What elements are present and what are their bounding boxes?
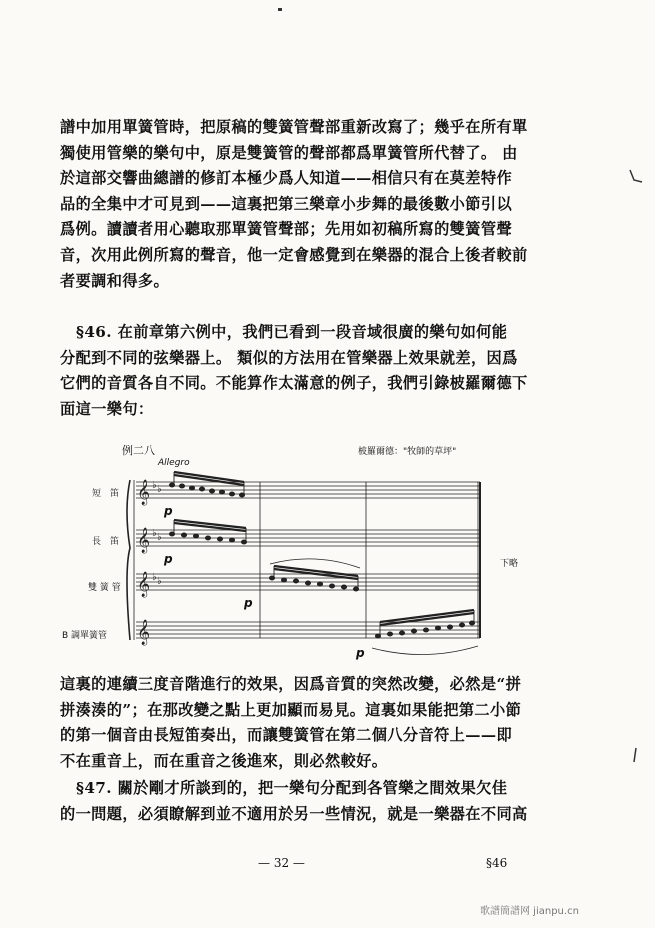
text-line: 譜中加用單簧管時，把原稿的雙簧管聲部重新改寫了；幾乎在所有單 [60, 118, 528, 136]
svg-text:♭: ♭ [157, 576, 162, 587]
section-reference: §46 [486, 856, 508, 870]
instrument-label-oboe: 雙 簧 管 [88, 583, 121, 593]
text-line: 音，次用此例所寫的聲音，他一定會感覺到在樂器的混合上後者較前 [60, 245, 528, 264]
text-line: 品的全集中才可見到——這裏把第三樂章小步舞的最後數小節引以 [60, 194, 513, 213]
dynamic-marking: p [356, 646, 365, 660]
svg-text:𝄞: 𝄞 [137, 572, 151, 597]
section-46 [60, 320, 538, 422]
text-line: 它們的音質各自不同。不能算作太滿意的例子，我們引錄柀羅爾德下 [60, 374, 528, 393]
score-graphic [60, 440, 542, 670]
text-fragment: 在前章第六例中，我們已看到一段音域很廣的樂句如何能 [117, 323, 508, 341]
section-number: §46. [76, 323, 112, 341]
text-line: 獨使用管樂的樂句中，原是雙簧管的聲部都爲單簧管所代替了。 由 [60, 143, 518, 162]
music-example [60, 440, 542, 670]
text-line [60, 320, 538, 346]
dynamic-marking: p [164, 552, 173, 566]
section-47 [60, 776, 538, 827]
text-line: 於這部交響曲總譜的修訂本極少爲人知道——相信只有在莫差特作 [60, 169, 513, 188]
text-line: 的第一個音由長短笛奏出，而讓雙簧管在第二個八分音符上——即 [60, 726, 513, 745]
example-label: 例二八 [122, 444, 155, 457]
paragraph-1 [60, 115, 538, 294]
margin-mark [630, 746, 642, 766]
instrument-label-piccolo: 短 笛 [92, 489, 120, 499]
continuation-mark: 下略 [500, 559, 519, 569]
text-line: 拼湊湊的”；在那改變之點上更加顯而易見。這裏如果能把第二小節 [60, 700, 522, 719]
svg-text:♭: ♭ [157, 532, 162, 543]
text-line: 面這一樂句： [60, 399, 154, 418]
margin-mark [628, 168, 648, 188]
instrument-label-clarinet: B 調單簧管 [62, 631, 108, 641]
page-number: — 32 — [258, 856, 305, 870]
svg-text:𝄞: 𝄞 [137, 480, 151, 505]
paragraph-2 [60, 672, 538, 774]
tempo-marking: Allegro [158, 458, 190, 468]
svg-text:𝄞: 𝄞 [137, 528, 151, 553]
text-line: 這裏的連續三度音階進行的效果，因爲音質的突然改變，必然是“拼 [60, 675, 522, 693]
text-line: 爲例。讀讀者用心聽取那單簧管聲部；先用如初稿所寫的雙簧管聲 [60, 220, 513, 239]
svg-text:𝄞: 𝄞 [137, 620, 151, 645]
page-top-mark [278, 8, 282, 11]
svg-text:♭: ♭ [152, 480, 157, 491]
svg-text:♭: ♭ [157, 484, 162, 495]
svg-text:♭: ♭ [152, 572, 157, 583]
text-line: 者要調和得多。 [60, 271, 170, 290]
dynamic-marking: p [244, 596, 253, 610]
text-line: 的一問題，必須瞭解到並不適用於另一些情況，就是一樂器在不同高 [60, 804, 528, 823]
instrument-label-flute: 長 笛 [92, 537, 120, 547]
text-fragment: 關於剛才所談到的，把一樂句分配到各管樂之間效果欠佳 [117, 779, 508, 797]
text-line: 不在重音上，而在重音之後進來，則必然較好。 [60, 751, 388, 770]
watermark: 歌譜簡譜网 jianpu.cn [480, 906, 579, 917]
text-line [60, 776, 538, 802]
section-number: §47. [76, 779, 112, 797]
svg-text:♭: ♭ [152, 528, 157, 539]
dynamic-marking: p [164, 504, 173, 518]
example-source: 柀羅爾德："牧師的草坪" [358, 447, 457, 457]
text-line: 分配到不同的弦樂器上。 類似的方法用在管樂器上效果就差，因爲 [60, 348, 518, 367]
